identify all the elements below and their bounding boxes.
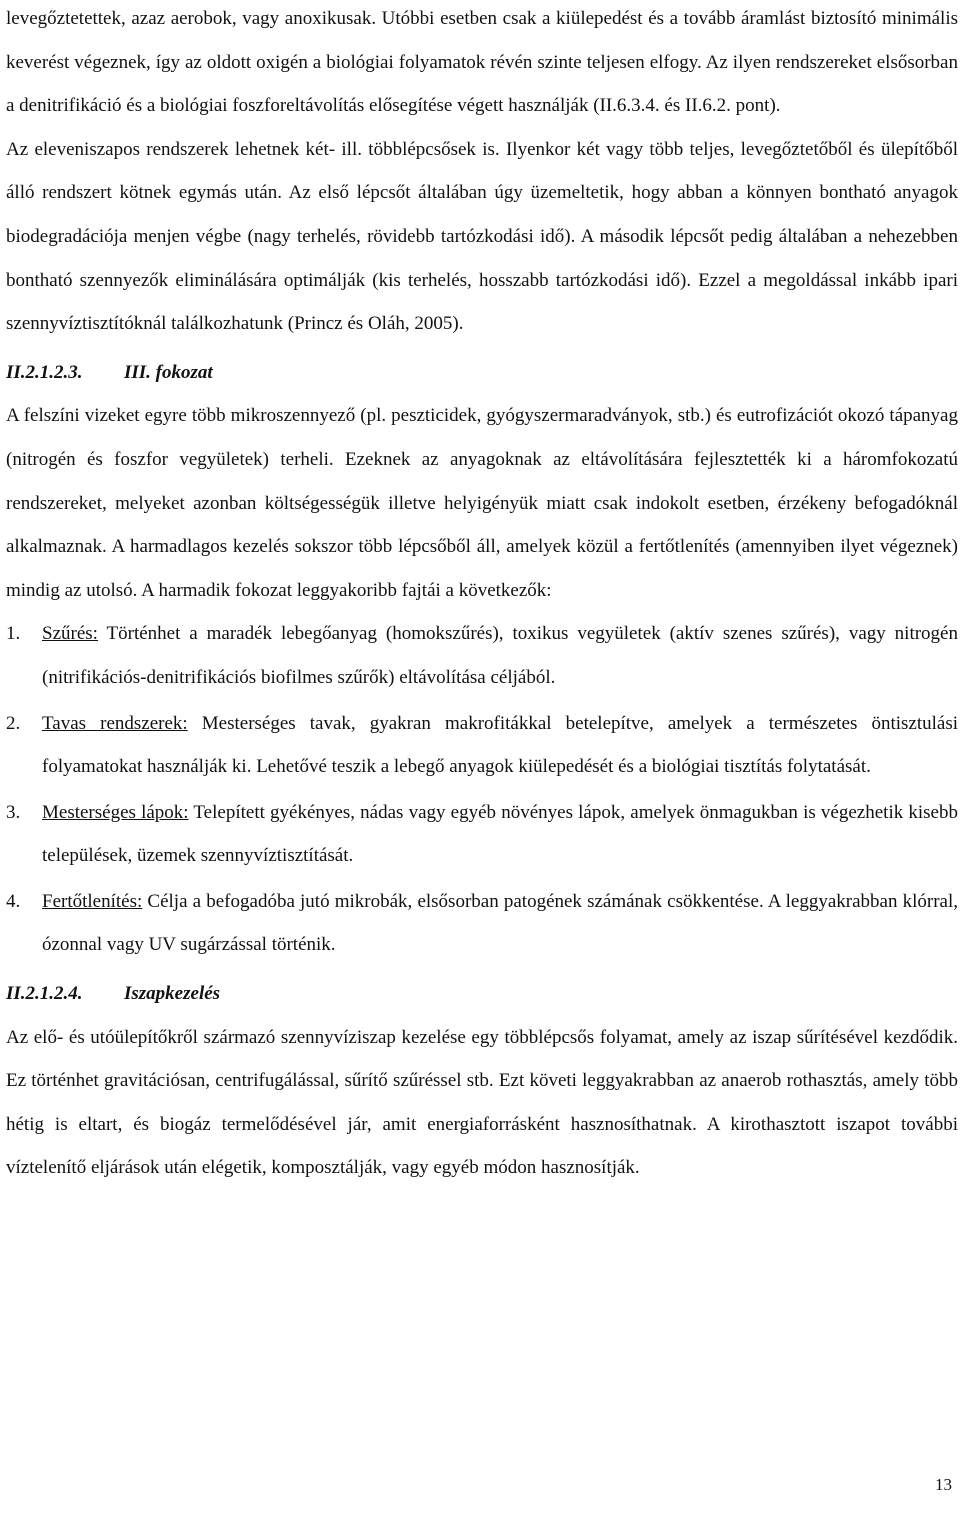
paragraph-tertiary-treatment: A felszíni vizeket egyre több mikroszennyező (pl. peszticidek, gyógyszermaradványok, stb.) és eutrofizációt okozó tápanyag (nitrogén és foszfor vegyületek) terheli. Ezeknek az anyagoknak az eltávolítására fejlesztették ki a háromfokozatú rendszereket, melyeket azonban költségességük illetve helyigényük miatt csak indokolt esetben, érzékeny befogadóknál alkalmaznak. A harmadlagos kezelés sokszor több lépcsőből áll, amelyek közül a fertőtlenítés (amennyiben ilyet végeznek) mindig az utolsó. A harmadik fokozat leggyakoribb fajtái a következők: [6, 405, 958, 601]
list-item [6, 612, 958, 699]
list-marker: 3. [6, 801, 21, 823]
paragraph-sludge-treatment: Az elő- és utóülepítőkről származó szennyvíziszap kezelése egy többlépcsős folyamat, amely az iszap sűrítésével kezdődik. Ez történhet gravitációsan, centrifugálással, sűrítő szűréssel stb. Ezt követi leggyakrabban az anaerob rothasztás, amely több hétig is eltart, és biogáz termelődésével jár, amit energiaforrásként hasznosíthatnak. A kirothasztott iszapot további víztelenítő eljárások után elégetik, komposztálják, vagy egyéb módon hasznosítják. [6, 1026, 958, 1179]
list-text: Célja a befogadóba jutó mikrobák, elsősorban patogének számának csökkentése. A leggyakrabban klórral, ózonnal vagy UV sugárzással történik. [42, 890, 958, 956]
list-marker: 1. [6, 623, 21, 645]
paragraph-multistage-systems: Az eleveniszapos rendszerek lehetnek két- ill. többlépcsősek is. Ilyenkor két vagy több teljes, levegőztetőből és ülepítőből álló rendszert kötnek egymás után. Az első lépcsőt általában úgy üzemeltetik, hogy abban a könnyen bontható anyagok biodegradációja menjen végbe (nagy terhelés, rövidebb tartózkodási idő). A második lépcsőt pedig általában a nehezebben bontható szennyezők eliminálására optimálják (kis terhelés, hosszabb tartózkodási idő). Ezzel a megoldással inkább ipari szennyvíztisztítóknál találkozhatunk (Princz és Oláh, 2005). [6, 138, 958, 335]
list-marker: 4. [6, 890, 21, 912]
paragraph-aerobic-anoxic: levegőztetettek, azaz aerobok, vagy anoxikusak. Utóbbi esetben csak a kiülepedést és a tovább áramlást biztosító minimális keverést végeznek, így az oldott oxigén a biológiai folyamatok révén szinte teljesen elfogy. Az ilyen rendszereket elsősorban a denitrifikáció és a biológiai foszforeltávolítás elősegítése végett használják (II.6.3.4. és II.6.2. pont). [6, 8, 958, 117]
section-heading-tertiary [6, 351, 958, 395]
list-text: Mesterséges tavak, gyakran makrofitákkal betelepítve, amelyek a természetes öntisztulási folyamatokat használják ki. Lehetővé teszik a lebegő anyagok kiülepedését és a biológiai tisztítás folytatását. [42, 712, 959, 778]
list-term: Mesterséges lápok: [42, 801, 189, 823]
section-title: III. fokozat [124, 361, 213, 383]
list-term: Szűrés: [42, 623, 98, 645]
page-number: 13 [935, 1475, 952, 1494]
list-marker: 2. [6, 712, 21, 734]
section-number: II.2.1.2.3. [6, 361, 83, 383]
section-heading-sludge [6, 972, 958, 1016]
list-term: Fertőtlenítés: [42, 890, 143, 912]
list-item [6, 880, 958, 967]
list-item [6, 791, 958, 878]
section-title: Iszapkezelés [124, 983, 221, 1005]
list-text: Telepített gyékényes, nádas vagy egyéb növényes lápok, amelyek önmagukban is végezhetik kisebb települések, üzemek szennyvíztisztítását. [42, 801, 958, 867]
list-term: Tavas rendszerek: [42, 712, 188, 734]
tertiary-methods-list [6, 612, 958, 967]
list-item [6, 702, 958, 789]
document-page [6, 0, 958, 1190]
section-number: II.2.1.2.4. [6, 983, 83, 1005]
list-text: Történhet a maradék lebegőanyag (homokszűrés), toxikus vegyületek (aktív szenes szűrés), vagy nitrogén (nitrifikációs-denitrifikációs biofilmes szűrők) eltávolítása céljából. [42, 623, 958, 688]
